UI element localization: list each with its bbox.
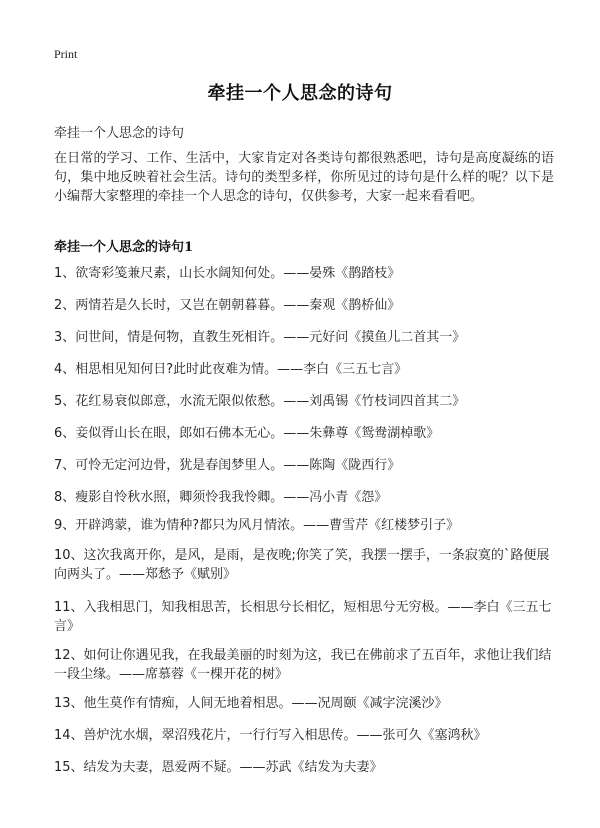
poem-item: 11、入我相思门，知我相思苦，长相思兮长相忆，短相思兮无穷极。——李白《三五七言》 bbox=[54, 600, 552, 634]
poem-item: 2、两情若是久长时，又岂在朝朝暮暮。——秦观《鹊桥仙》 bbox=[54, 298, 401, 313]
poem-item: 9、开辟鸿蒙，谁为情种?都只为风月情浓。——曹雪芹《红楼梦引子》 bbox=[54, 518, 460, 533]
page-subtitle: 牵挂一个人思念的诗句 bbox=[54, 126, 185, 141]
print-link[interactable]: Print bbox=[54, 47, 78, 61]
poem-item: 6、妾似胥山长在眼，郎如石佛本无心。——朱彝尊《鸳鸯湖棹歌》 bbox=[54, 426, 440, 441]
poem-item: 15、结发为夫妻，恩爱两不疑。——苏武《结发为夫妻》 bbox=[54, 760, 383, 775]
poem-item: 1、欲寄彩笺兼尺素，山长水阔知何处。——晏殊《鹊踏枝》 bbox=[54, 266, 401, 281]
page-title: 牵挂一个人思念的诗句 bbox=[207, 83, 393, 104]
poem-item: 10、这次我离开你，是风，是雨，是夜晚;你笑了笑，我摆一摆手，一条寂寞的`路便展向两头了。——郑愁予《赋别》 bbox=[54, 548, 550, 582]
poem-item: 8、瘦影自怜秋水照，卿须怜我我怜卿。——冯小青《怨》 bbox=[54, 490, 388, 505]
poem-item: 4、相思相见知何日?此时此夜难为情。——李白《三五七言》 bbox=[54, 362, 408, 377]
intro-paragraph: 在日常的学习、工作、生活中，大家肯定对各类诗句都很熟悉吧，诗句是高度凝练的语句，集中地反映着社会生活。诗句的类型多样，你所见过的诗句是什么样的呢？以下是小编帮大家整理的牵挂一个人思念的诗句，仅供参考，大家一起来看看吧。 bbox=[54, 151, 554, 204]
poem-item: 13、他生莫作有情痴，人间无地着相思。——况周颐《减字浣溪沙》 bbox=[54, 696, 448, 711]
poem-item: 12、如何让你遇见我，在我最美丽的时刻为这，我已在佛前求了五百年，求他让我们结一段尘缘。——席慕蓉《一棵开花的树》 bbox=[54, 648, 552, 682]
poem-item: 3、问世间，情是何物，直教生死相许。——元好问《摸鱼儿二首其一》 bbox=[54, 330, 466, 345]
poem-item: 14、兽炉沈水烟，翠沼残花片，一行行写入相思传。——张可久《塞鸿秋》 bbox=[54, 728, 487, 743]
poem-item: 7、可怜无定河边骨，犹是春闺梦里人。——陈陶《陇西行》 bbox=[54, 458, 401, 473]
poem-item: 5、花红易衰似郎意，水流无限似侬愁。——刘禹锡《竹枝词四首其二》 bbox=[54, 394, 466, 409]
section-heading: 牵挂一个人思念的诗句1 bbox=[54, 240, 194, 255]
